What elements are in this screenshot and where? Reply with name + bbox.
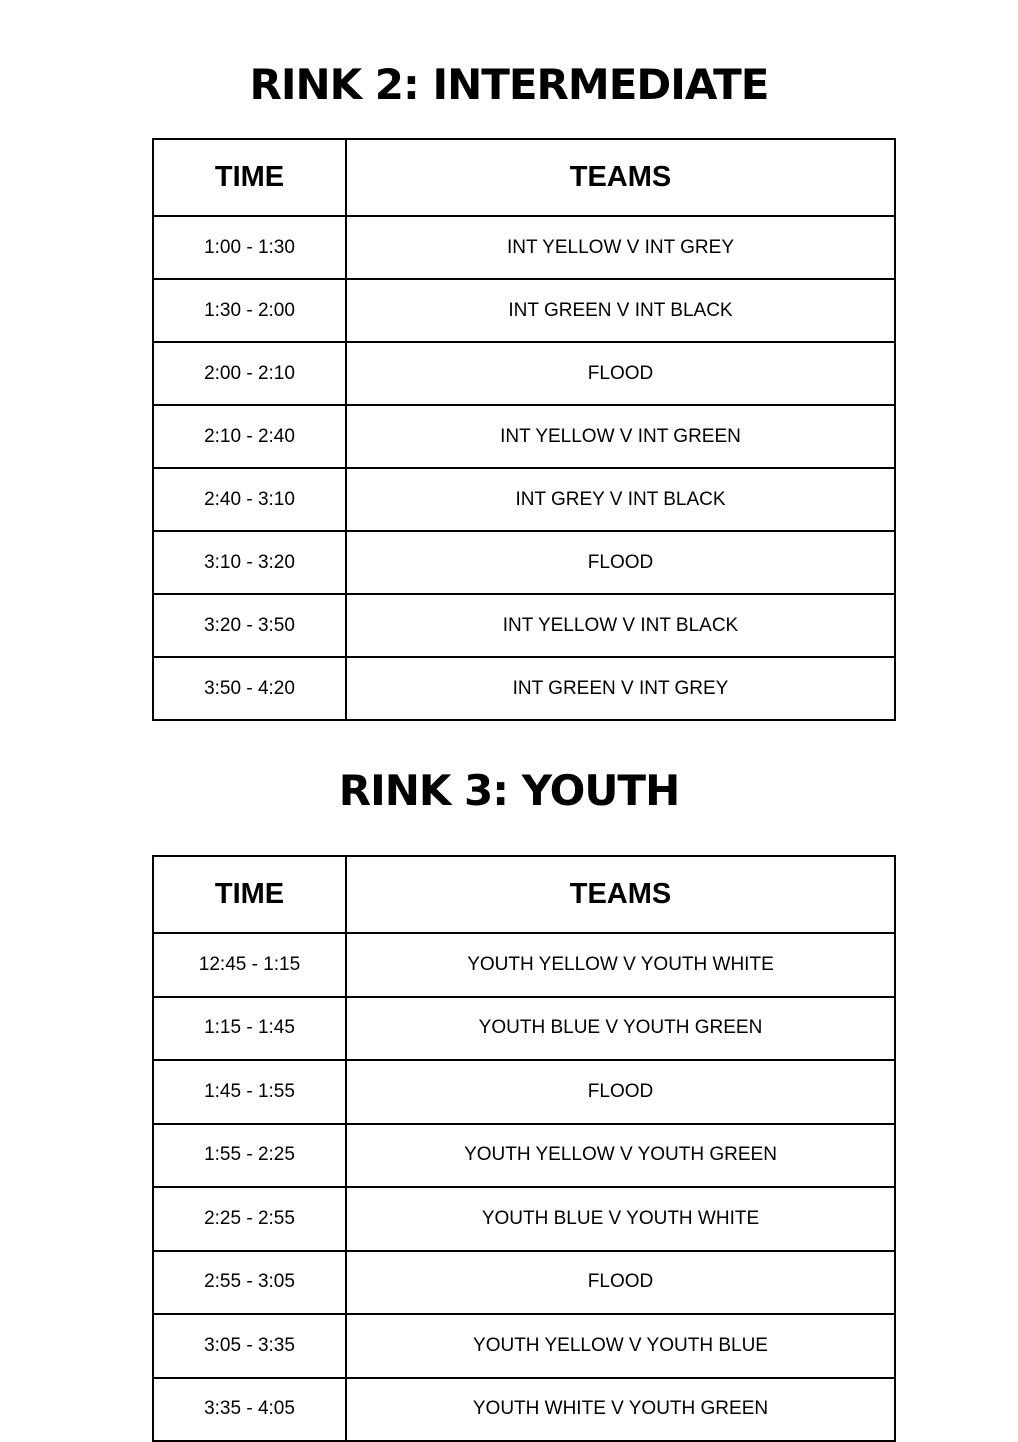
time-cell: 1:15 - 1:45 <box>153 997 346 1061</box>
table-row <box>153 1314 895 1378</box>
time-cell: 3:05 - 3:35 <box>153 1314 346 1378</box>
table-row <box>153 531 895 594</box>
teams-cell: INT GREEN V INT GREY <box>346 657 895 720</box>
time-cell: 2:55 - 3:05 <box>153 1251 346 1315</box>
table-row <box>153 594 895 657</box>
teams-cell: YOUTH YELLOW V YOUTH BLUE <box>346 1314 895 1378</box>
teams-column-header: TEAMS <box>346 856 895 933</box>
table-row <box>153 1187 895 1251</box>
table-row <box>153 468 895 531</box>
time-column-header: TIME <box>153 856 346 933</box>
table-header-row <box>153 856 895 933</box>
flood-cell: FLOOD <box>346 1060 895 1124</box>
teams-column-header: TEAMS <box>346 139 895 216</box>
time-cell: 1:30 - 2:00 <box>153 279 346 342</box>
teams-cell: YOUTH YELLOW V YOUTH GREEN <box>346 1124 895 1188</box>
table-row <box>153 342 895 405</box>
teams-cell: INT YELLOW V INT BLACK <box>346 594 895 657</box>
flood-cell: FLOOD <box>346 1251 895 1315</box>
table-row <box>153 216 895 279</box>
rink-3-schedule-table <box>152 855 896 1442</box>
table-row <box>153 279 895 342</box>
table-row <box>153 657 895 720</box>
time-cell: 2:00 - 2:10 <box>153 342 346 405</box>
teams-cell: INT YELLOW V INT GREY <box>346 216 895 279</box>
flood-cell: FLOOD <box>346 531 895 594</box>
table-row <box>153 1124 895 1188</box>
time-cell: 12:45 - 1:15 <box>153 933 346 997</box>
time-cell: 2:40 - 3:10 <box>153 468 346 531</box>
time-cell: 1:55 - 2:25 <box>153 1124 346 1188</box>
flood-cell: FLOOD <box>346 342 895 405</box>
rink-2-schedule-table <box>152 138 896 721</box>
time-cell: 2:25 - 2:55 <box>153 1187 346 1251</box>
teams-cell: YOUTH BLUE V YOUTH WHITE <box>346 1187 895 1251</box>
table-row <box>153 1251 895 1315</box>
table-row <box>153 933 895 997</box>
table-row <box>153 997 895 1061</box>
time-cell: 1:00 - 1:30 <box>153 216 346 279</box>
time-cell: 3:50 - 4:20 <box>153 657 346 720</box>
table-row <box>153 405 895 468</box>
time-cell: 3:10 - 3:20 <box>153 531 346 594</box>
table-row <box>153 1060 895 1124</box>
teams-cell: YOUTH BLUE V YOUTH GREEN <box>346 997 895 1061</box>
time-cell: 3:35 - 4:05 <box>153 1378 346 1442</box>
teams-cell: INT GREY V INT BLACK <box>346 468 895 531</box>
time-cell: 3:20 - 3:50 <box>153 594 346 657</box>
teams-cell: INT GREEN V INT BLACK <box>346 279 895 342</box>
teams-cell: YOUTH WHITE V YOUTH GREEN <box>346 1378 895 1442</box>
table-row <box>153 1378 895 1442</box>
teams-cell: YOUTH YELLOW V YOUTH WHITE <box>346 933 895 997</box>
rink-2-title: RINK 2: INTERMEDIATE <box>249 60 769 109</box>
rink-3-title: RINK 3: YOUTH <box>338 766 680 815</box>
table-header-row <box>153 139 895 216</box>
time-cell: 1:45 - 1:55 <box>153 1060 346 1124</box>
time-column-header: TIME <box>153 139 346 216</box>
time-cell: 2:10 - 2:40 <box>153 405 346 468</box>
teams-cell: INT YELLOW V INT GREEN <box>346 405 895 468</box>
